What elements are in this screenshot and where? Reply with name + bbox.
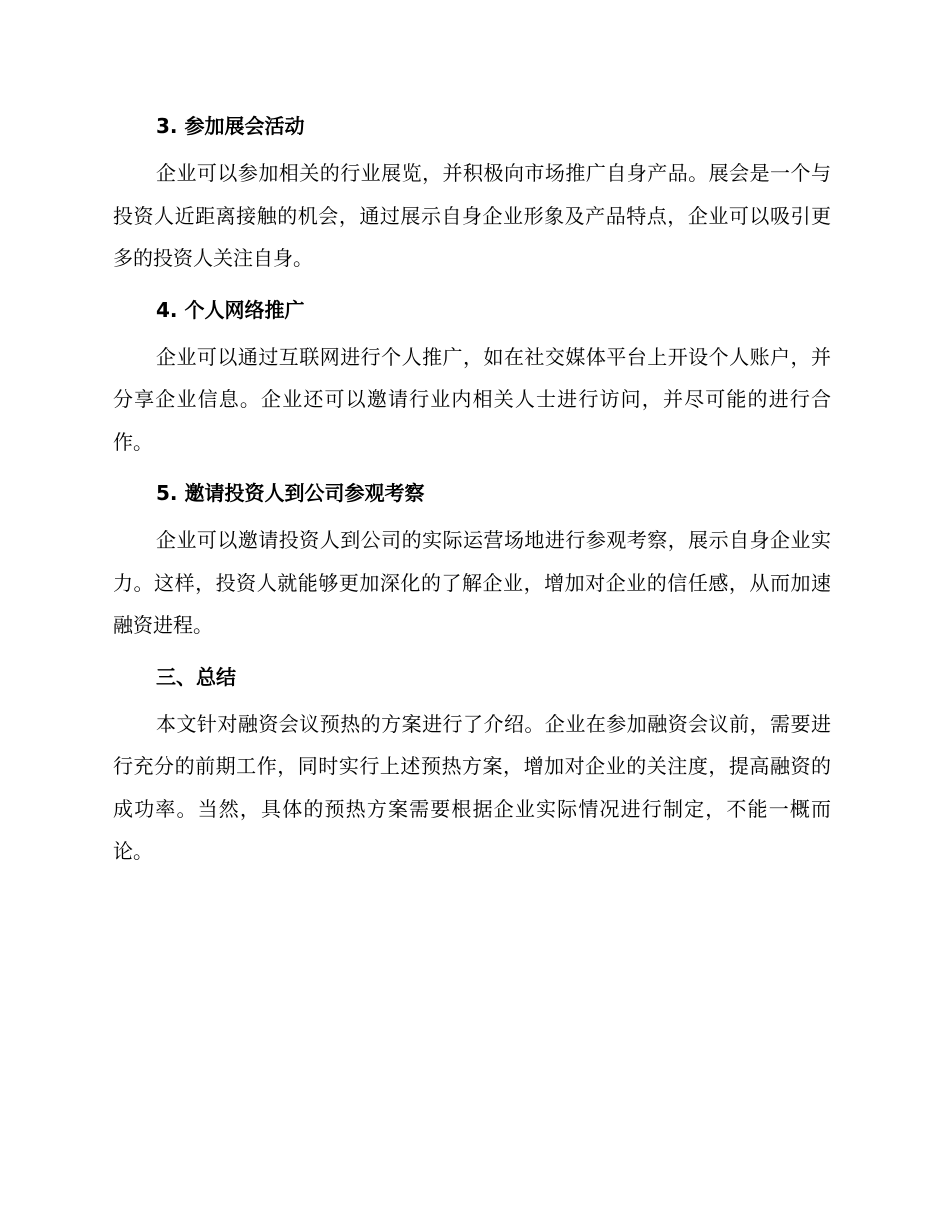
section-heading-exhibition: 3. 参加展会活动: [156, 114, 305, 138]
section-heading-online-promotion: 4. 个人网络推广: [156, 297, 305, 322]
section-paragraph-online-promotion: 企业可以通过互联网进行个人推广，如在社交媒体平台上开设个人账户，并分享企业信息。企业还可以邀请行业内相关人士进行访问，并尽可能的进行合作。: [113, 344, 831, 454]
section-paragraph-investor-visit: 企业可以邀请投资人到公司的实际运营场地进行参观考察，展示自身企业实力。这样，投资人就能够更加深化的了解企业，增加对企业的信任感，从而加速融资进程。: [113, 528, 831, 637]
section-paragraph-summary: 本文针对融资会议预热的方案进行了介绍。企业在参加融资会议前，需要进行充分的前期工作，同时实行上述预热方案，增加对企业的关注度，提高融资的成功率。当然，具体的预热方案需要根据企业实际情况进行制定，不能一概而论。: [113, 711, 831, 863]
section-paragraph-exhibition: 企业可以参加相关的行业展览，并积极向市场推广自身产品。展会是一个与投资人近距离接触的机会，通过展示自身企业形象及产品特点，企业可以吸引更多的投资人关注自身。: [113, 161, 831, 270]
section-heading-investor-visit: 5. 邀请投资人到公司参观考察: [156, 481, 425, 505]
document-body: [113, 104, 831, 881]
section-heading-summary: 三、总结: [156, 664, 236, 689]
